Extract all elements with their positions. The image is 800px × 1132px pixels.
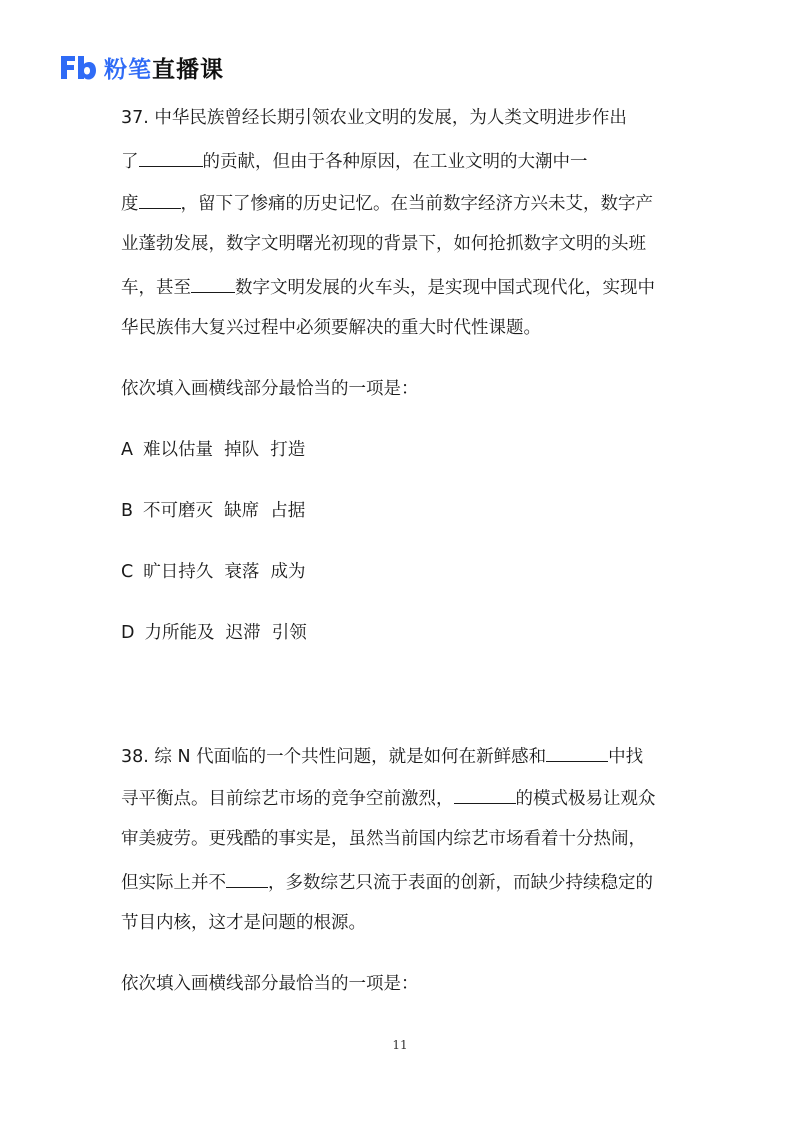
option-text: 不可磨灭 缺席 占据 — [143, 501, 306, 521]
q38-line-4-b: ，多数综艺只流于表面的创新，而缺少持续稳定的 — [268, 873, 653, 893]
fb-logo-icon — [58, 52, 98, 82]
q37-line-4: 业蓬勃发展，数字文明曙光初现的背景下，如何抢抓数字文明的头班 — [121, 234, 646, 254]
page-number: 11 — [392, 1038, 408, 1052]
q38-line-2-a: 寻平衡点。目前综艺市场的竞争空前激烈， — [121, 789, 454, 809]
option-letter: D — [121, 623, 135, 643]
q38-line-4 — [121, 869, 653, 895]
q38-line-5: 节目内核，这才是问题的根源。 — [121, 913, 366, 933]
header — [58, 50, 224, 84]
q37-option-b[interactable] — [121, 499, 305, 523]
q37-line-3-a: 度 — [121, 194, 139, 214]
q38-line-1-b: 中找 — [608, 747, 644, 767]
q37-prompt: 依次填入画横线部分最恰当的一项是： — [121, 379, 419, 399]
q38-blank-1 — [546, 743, 608, 762]
q38-line-3: 审美疲劳。更残酷的事实是，虽然当前国内综艺市场看着十分热闹， — [121, 829, 646, 849]
q38-line-1-a: 38. 综 N 代面临的一个共性问题，就是如何在新鲜感和 — [121, 747, 547, 767]
q37-blank-1 — [139, 148, 203, 167]
option-text: 旷日持久 衰落 成为 — [143, 562, 306, 582]
brand-name — [104, 51, 224, 84]
q37-line-3 — [121, 190, 653, 216]
q38-line-2 — [121, 785, 656, 811]
q38-blank-3 — [226, 869, 268, 888]
q37-line-3-b: ，留下了惨痛的历史记忆。在当前数字经济方兴未艾，数字产 — [180, 194, 653, 214]
option-text: 力所能及 迟滞 引领 — [144, 623, 307, 643]
q38-blank-2 — [454, 785, 516, 804]
q37-line-5 — [121, 274, 655, 300]
option-letter: B — [121, 501, 134, 521]
brand-accent-text: 粉笔 — [104, 56, 152, 83]
brand-rest-text: 直播课 — [152, 56, 224, 83]
q38-line-2-b: 的模式极易让观众 — [515, 789, 656, 809]
q37-line-2 — [121, 148, 588, 174]
option-text: 难以估量 掉队 打造 — [142, 440, 306, 460]
option-letter: C — [121, 562, 134, 582]
q37-line-6: 华民族伟大复兴过程中必须要解决的重大时代性课题。 — [121, 318, 541, 338]
q37-line-5-a: 车，甚至 — [121, 278, 191, 298]
q37-option-a[interactable] — [121, 438, 305, 462]
q37-line-2-b: 的贡献，但由于各种原因，在工业文明的大潮中一 — [202, 152, 588, 172]
option-letter: A — [121, 440, 133, 460]
q37-blank-2 — [139, 190, 181, 209]
q37-line-5-b: 数字文明发展的火车头，是实现中国式现代化，实现中 — [235, 278, 655, 298]
q37-line-1: 37. 中华民族曾经长期引领农业文明的发展，为人类文明进步作出 — [121, 108, 627, 128]
q38-prompt: 依次填入画横线部分最恰当的一项是： — [121, 974, 419, 994]
q37-option-d[interactable] — [121, 621, 307, 645]
q37-option-c[interactable] — [121, 560, 306, 584]
q38-line-1 — [121, 743, 643, 769]
q38-line-4-a: 但实际上并不 — [121, 873, 226, 893]
q37-blank-3 — [191, 274, 235, 293]
q37-line-2-a: 了 — [121, 152, 139, 172]
